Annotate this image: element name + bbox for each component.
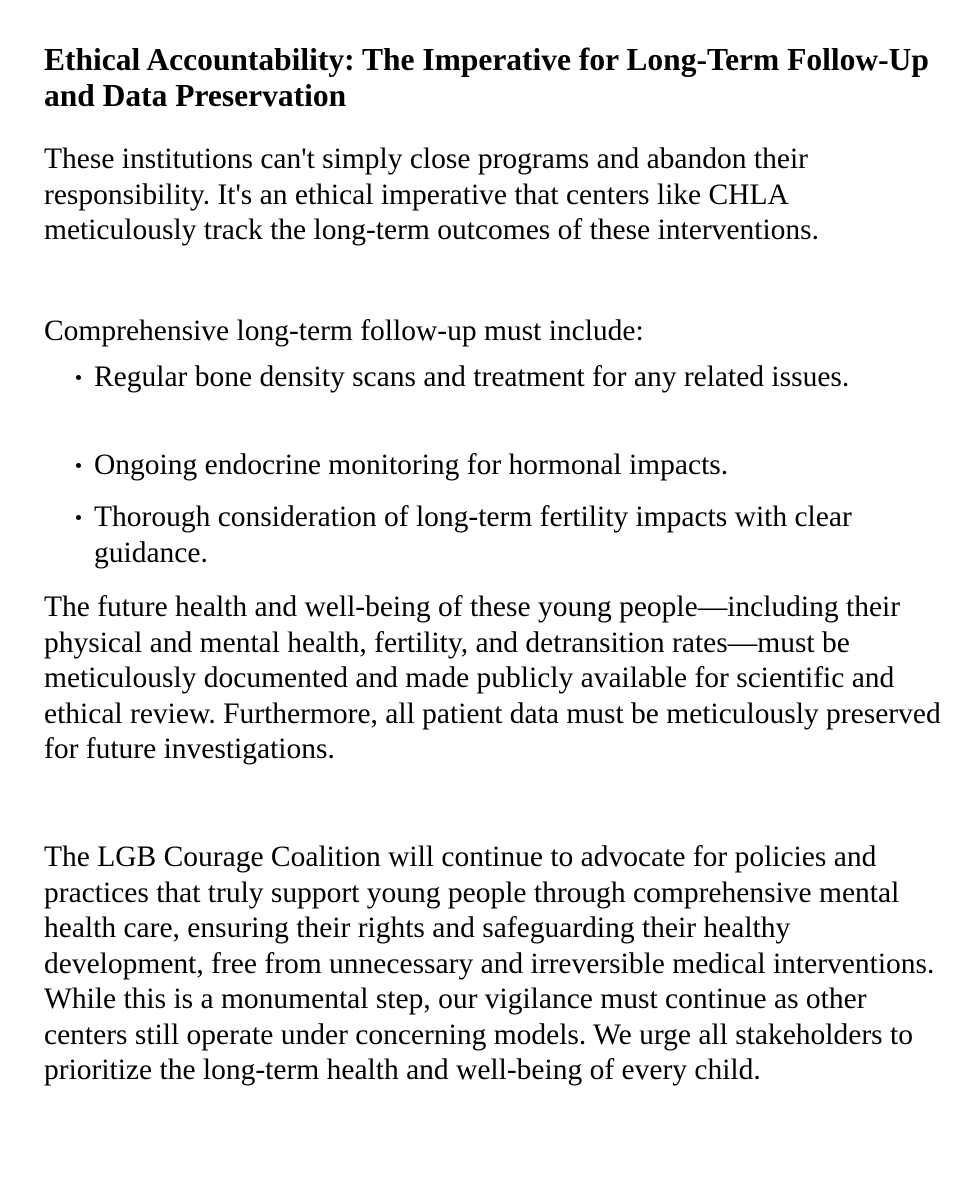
document-body (44, 42, 944, 1086)
list-item (74, 448, 934, 484)
list-item-text: Regular bone density scans and treatment for any related issues. (94, 361, 850, 393)
list-item (74, 500, 934, 571)
paragraph-documentation: The future health and well-being of these young people—including their physical and mental health, fertility, and detransition rates—must be meticulously documented and made publicly available for scientific and ethical review. Furthermore, all patient data must be meticulously preserved for future investigations. (44, 591, 941, 765)
bullet-dot-icon (76, 463, 81, 468)
list-item-text: Thorough consideration of long-term fertility impacts with clear guidance. (94, 501, 852, 569)
list-item-text: Ongoing endocrine monitoring for hormonal impacts. (94, 449, 729, 481)
document-title: Ethical Accountability: The Imperative for Long-Term Follow-Up and Data Preservation (44, 42, 929, 113)
paragraph-follow-up-intro: Comprehensive long-term follow-up must include: (44, 315, 644, 347)
paragraph-accountability: These institutions can't simply close programs and abandon their responsibility. It's an ethical imperative that centers like CHLA meticulously track the long-term outcomes of these interventions. (44, 143, 819, 246)
bullet-dot-icon (76, 515, 81, 520)
list-item (74, 360, 934, 396)
paragraph-coalition-statement: The LGB Courage Coalition will continue to advocate for policies and practices that truly support young people through comprehensive mental health care, ensuring their rights and safeguarding their healthy development, free from unnecessary and irreversible medical interventions. While this is a monumental step, our vigilance must continue as other centers still operate under concerning models. We urge all stakeholders to prioritize the long-term health and well-being of every child. (44, 841, 935, 1086)
bullet-dot-icon (76, 375, 81, 380)
